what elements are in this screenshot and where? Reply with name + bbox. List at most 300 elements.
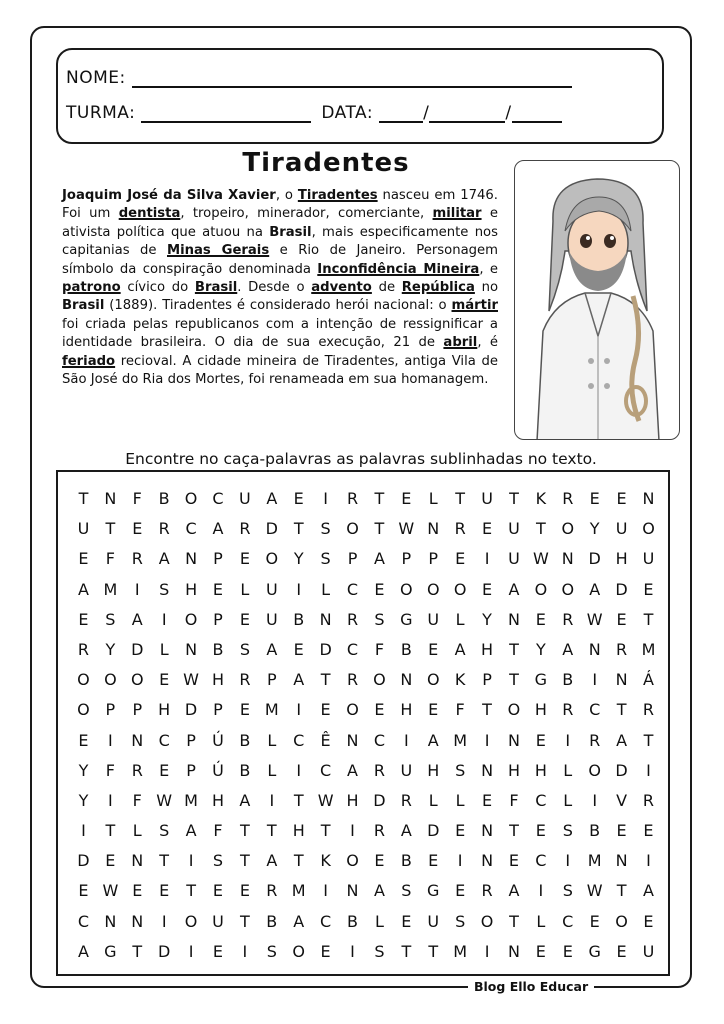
grid-cell[interactable]: T <box>616 700 627 720</box>
grid-cell[interactable]: T <box>535 519 546 539</box>
grid-cell[interactable]: I <box>134 579 140 599</box>
grid-cell[interactable]: B <box>589 821 601 841</box>
grid-cell[interactable]: R <box>239 519 251 539</box>
grid-cell[interactable]: N <box>346 881 359 901</box>
grid-cell[interactable]: U <box>615 519 628 539</box>
grid-cell[interactable]: K <box>454 670 466 690</box>
grid-cell[interactable]: A <box>643 881 654 901</box>
grid-cell[interactable]: E <box>508 851 519 871</box>
grid-cell[interactable]: E <box>374 579 385 599</box>
grid-cell[interactable]: B <box>266 911 278 931</box>
grid-cell[interactable]: I <box>350 941 355 961</box>
grid-cell[interactable]: E <box>589 911 600 931</box>
grid-cell[interactable]: T <box>509 639 519 659</box>
grid-cell[interactable]: L <box>455 790 465 810</box>
grid-cell[interactable]: W <box>586 881 603 901</box>
grid-cell[interactable]: R <box>346 609 359 629</box>
grid-cell[interactable]: R <box>346 670 359 690</box>
grid-cell[interactable]: N <box>588 639 601 659</box>
grid-cell[interactable]: E <box>401 911 412 931</box>
grid-cell[interactable]: T <box>105 519 116 539</box>
grid-cell[interactable]: C <box>562 911 574 931</box>
grid-cell[interactable]: O <box>104 670 117 690</box>
grid-cell[interactable]: P <box>132 700 143 720</box>
grid-cell[interactable]: O <box>184 609 198 629</box>
grid-cell[interactable]: R <box>589 730 601 750</box>
grid-cell[interactable]: T <box>293 790 304 810</box>
grid-cell[interactable]: U <box>212 911 224 931</box>
grid-cell[interactable]: R <box>562 700 574 720</box>
grid-cell[interactable]: T <box>293 519 304 539</box>
grid-cell[interactable]: I <box>565 851 571 871</box>
grid-cell[interactable]: Y <box>535 639 546 659</box>
grid-cell[interactable]: B <box>562 670 574 690</box>
grid-cell[interactable]: E <box>239 881 250 901</box>
grid-cell[interactable]: E <box>616 821 627 841</box>
grid-cell[interactable]: D <box>184 700 198 720</box>
grid-cell[interactable]: S <box>266 941 277 961</box>
grid-cell[interactable]: N <box>104 489 117 508</box>
grid-cell[interactable]: B <box>400 851 412 871</box>
grid-cell[interactable]: M <box>184 790 198 810</box>
grid-cell[interactable]: T <box>509 670 519 690</box>
grid-cell[interactable]: T <box>616 881 627 901</box>
grid-cell[interactable]: T <box>374 519 385 539</box>
grid-cell[interactable]: A <box>454 639 466 659</box>
grid-cell[interactable]: E <box>562 941 573 961</box>
grid-cell[interactable]: U <box>642 941 655 961</box>
grid-cell[interactable]: N <box>615 851 628 871</box>
grid-cell[interactable]: E <box>159 760 170 780</box>
grid-cell[interactable]: T <box>455 489 466 508</box>
grid-cell[interactable]: T <box>401 941 412 961</box>
grid-cell[interactable]: A <box>131 609 143 629</box>
grid-cell[interactable]: L <box>267 760 277 780</box>
grid-cell[interactable]: S <box>562 881 573 901</box>
grid-cell[interactable]: O <box>346 700 359 720</box>
grid-cell[interactable]: P <box>347 549 358 569</box>
grid-cell[interactable]: E <box>212 579 224 599</box>
grid-cell[interactable]: O <box>346 519 359 539</box>
grid-cell[interactable]: O <box>561 579 575 599</box>
grid-cell[interactable]: S <box>455 760 466 780</box>
grid-cell[interactable]: C <box>293 730 305 750</box>
grid-cell[interactable]: I <box>484 549 490 569</box>
grid-cell[interactable]: L <box>536 911 546 931</box>
grid-cell[interactable]: H <box>346 790 359 810</box>
grid-cell[interactable]: H <box>158 700 171 720</box>
grid-cell[interactable]: O <box>400 579 413 599</box>
grid-cell[interactable]: S <box>374 941 385 961</box>
grid-cell[interactable]: R <box>400 790 412 810</box>
grid-cell[interactable]: S <box>320 519 331 539</box>
grid-cell[interactable]: H <box>507 760 520 780</box>
grid-cell[interactable]: F <box>132 790 142 810</box>
grid-cell[interactable]: O <box>507 700 521 720</box>
grid-cell[interactable]: P <box>213 549 223 569</box>
grid-cell[interactable]: R <box>642 700 655 720</box>
grid-cell[interactable]: N <box>507 730 520 750</box>
grid-cell[interactable]: B <box>347 911 358 931</box>
grid-cell[interactable]: E <box>616 489 627 508</box>
grid-cell[interactable]: P <box>105 700 116 720</box>
grid-cell[interactable]: P <box>213 700 223 720</box>
grid-cell[interactable]: K <box>320 851 331 871</box>
grid-cell[interactable]: Y <box>78 790 89 810</box>
grid-cell[interactable]: G <box>104 941 117 961</box>
grid-cell[interactable]: T <box>320 670 331 690</box>
grid-cell[interactable]: P <box>482 670 492 690</box>
grid-cell[interactable]: L <box>428 489 438 508</box>
grid-cell[interactable]: E <box>293 489 304 508</box>
grid-cell[interactable]: C <box>320 760 332 780</box>
grid-cell[interactable]: E <box>535 609 546 629</box>
grid-cell[interactable]: H <box>534 760 547 780</box>
grid-cell[interactable]: N <box>507 609 520 629</box>
grid-cell[interactable]: S <box>159 821 170 841</box>
grid-cell[interactable]: H <box>211 790 224 810</box>
grid-cell[interactable]: D <box>77 851 90 871</box>
grid-cell[interactable]: N <box>131 911 144 931</box>
grid-cell[interactable]: Ú <box>212 760 224 780</box>
grid-cell[interactable]: L <box>132 821 142 841</box>
grid-cell[interactable]: T <box>105 821 116 841</box>
grid-cell[interactable]: M <box>264 700 279 720</box>
grid-cell[interactable]: I <box>350 821 355 841</box>
grid-cell[interactable]: O <box>426 670 440 690</box>
grid-cell[interactable]: H <box>400 700 413 720</box>
grid-cell[interactable]: N <box>185 549 198 569</box>
grid-cell[interactable]: F <box>132 489 142 508</box>
grid-cell[interactable]: E <box>212 941 224 961</box>
grid-cell[interactable]: D <box>615 579 628 599</box>
grid-cell[interactable]: T <box>266 821 277 841</box>
grid-cell[interactable]: R <box>616 639 628 659</box>
grid-cell[interactable]: E <box>535 941 546 961</box>
grid-cell[interactable]: E <box>78 609 89 629</box>
grid-cell[interactable]: O <box>292 941 305 961</box>
grid-cell[interactable]: U <box>508 549 520 569</box>
grid-cell[interactable]: I <box>457 851 463 871</box>
grid-cell[interactable]: E <box>616 941 627 961</box>
grid-cell[interactable]: L <box>563 790 573 810</box>
grid-cell[interactable]: R <box>642 790 655 810</box>
grid-cell[interactable]: A <box>239 790 251 810</box>
grid-cell[interactable]: T <box>428 941 439 961</box>
grid-cell[interactable]: E <box>535 821 546 841</box>
grid-cell[interactable]: Y <box>482 609 492 629</box>
name-field[interactable] <box>132 68 572 88</box>
grid-cell[interactable]: P <box>401 549 412 569</box>
grid-cell[interactable]: R <box>266 881 278 901</box>
grid-cell[interactable]: N <box>319 609 332 629</box>
grid-cell[interactable]: T <box>78 489 89 508</box>
grid-cell[interactable]: W <box>102 881 119 901</box>
grid-cell[interactable]: P <box>428 549 439 569</box>
grid-cell[interactable]: A <box>158 549 170 569</box>
grid-cell[interactable]: O <box>453 579 467 599</box>
grid-cell[interactable]: E <box>455 881 466 901</box>
grid-cell[interactable]: A <box>212 519 224 539</box>
grid-cell[interactable]: L <box>240 579 250 599</box>
grid-cell[interactable]: D <box>319 639 332 659</box>
grid-cell[interactable]: Ê <box>320 730 331 750</box>
grid-cell[interactable]: E <box>481 790 493 810</box>
grid-cell[interactable]: B <box>239 730 251 750</box>
grid-cell[interactable]: T <box>509 489 519 508</box>
grid-cell[interactable]: I <box>161 911 167 931</box>
grid-cell[interactable]: N <box>615 670 628 690</box>
grid-cell[interactable]: E <box>643 911 654 931</box>
grid-cell[interactable]: E <box>455 821 466 841</box>
date-day-field[interactable] <box>379 103 423 123</box>
grid-cell[interactable]: I <box>565 730 571 750</box>
grid-cell[interactable]: S <box>455 911 466 931</box>
grid-cell[interactable]: O <box>373 670 386 690</box>
grid-cell[interactable]: I <box>108 790 113 810</box>
grid-cell[interactable]: E <box>239 549 250 569</box>
grid-cell[interactable]: C <box>346 579 359 599</box>
grid-cell[interactable]: O <box>534 579 548 599</box>
grid-cell[interactable]: I <box>161 609 167 629</box>
grid-cell[interactable]: P <box>266 670 277 690</box>
grid-cell[interactable]: A <box>427 730 439 750</box>
grid-cell[interactable]: F <box>374 639 385 659</box>
grid-cell[interactable]: F <box>509 790 519 810</box>
grid-cell[interactable]: E <box>643 579 654 599</box>
grid-cell[interactable]: N <box>400 670 413 690</box>
grid-cell[interactable]: E <box>481 519 493 539</box>
grid-cell[interactable]: U <box>427 609 440 629</box>
grid-cell[interactable]: I <box>81 821 86 841</box>
grid-cell[interactable]: M <box>453 941 468 961</box>
grid-cell[interactable]: E <box>78 881 89 901</box>
grid-cell[interactable]: I <box>296 760 302 780</box>
grid-cell[interactable]: S <box>401 881 412 901</box>
grid-cell[interactable]: A <box>400 821 412 841</box>
grid-cell[interactable]: I <box>646 851 651 871</box>
grid-cell[interactable]: N <box>131 730 144 750</box>
grid-cell[interactable]: H <box>185 579 198 599</box>
grid-cell[interactable]: A <box>508 579 520 599</box>
grid-cell[interactable]: T <box>374 489 385 508</box>
grid-cell[interactable]: B <box>239 760 251 780</box>
grid-cell[interactable]: C <box>320 911 332 931</box>
grid-cell[interactable]: U <box>265 579 278 599</box>
grid-cell[interactable]: E <box>535 730 546 750</box>
grid-cell[interactable]: O <box>77 670 90 690</box>
grid-cell[interactable]: A <box>185 821 197 841</box>
grid-cell[interactable]: T <box>240 821 250 841</box>
grid-cell[interactable]: A <box>562 639 574 659</box>
grid-cell[interactable]: L <box>159 639 169 659</box>
grid-cell[interactable]: I <box>323 881 328 901</box>
grid-cell[interactable]: E <box>374 700 385 720</box>
grid-cell[interactable]: C <box>212 489 224 508</box>
grid-cell[interactable]: I <box>592 790 598 810</box>
grid-cell[interactable]: L <box>267 730 277 750</box>
date-year-field[interactable] <box>512 103 562 123</box>
grid-cell[interactable]: E <box>239 609 250 629</box>
grid-cell[interactable]: A <box>266 639 278 659</box>
grid-cell[interactable]: C <box>346 639 359 659</box>
grid-cell[interactable]: F <box>105 549 115 569</box>
grid-cell[interactable]: T <box>643 730 654 750</box>
grid-cell[interactable]: M <box>453 730 468 750</box>
grid-cell[interactable]: C <box>535 790 547 810</box>
grid-cell[interactable]: E <box>132 881 143 901</box>
grid-cell[interactable]: O <box>184 489 198 508</box>
grid-cell[interactable]: H <box>211 670 224 690</box>
grid-cell[interactable]: U <box>77 519 90 539</box>
grid-cell[interactable]: T <box>509 911 519 931</box>
class-field[interactable] <box>141 103 311 123</box>
grid-cell[interactable]: P <box>213 609 223 629</box>
grid-cell[interactable]: E <box>455 549 466 569</box>
grid-cell[interactable]: P <box>186 730 196 750</box>
grid-cell[interactable]: F <box>455 700 465 720</box>
grid-cell[interactable]: R <box>239 670 251 690</box>
grid-cell[interactable]: L <box>455 609 465 629</box>
grid-cell[interactable]: W <box>156 790 173 810</box>
grid-cell[interactable]: O <box>642 519 655 539</box>
grid-cell[interactable]: R <box>454 519 466 539</box>
grid-cell[interactable]: W <box>183 670 199 690</box>
grid-cell[interactable]: E <box>132 519 143 539</box>
grid-cell[interactable]: C <box>158 730 170 750</box>
grid-cell[interactable]: D <box>265 519 278 539</box>
grid-cell[interactable]: E <box>428 639 439 659</box>
grid-cell[interactable]: O <box>480 911 494 931</box>
grid-cell[interactable]: U <box>642 549 655 569</box>
grid-cell[interactable]: B <box>158 489 170 508</box>
grid-cell[interactable]: S <box>159 579 170 599</box>
grid-cell[interactable]: E <box>159 881 170 901</box>
grid-cell[interactable]: B <box>400 639 412 659</box>
grid-cell[interactable]: Á <box>643 670 654 690</box>
grid-cell[interactable]: I <box>188 941 194 961</box>
grid-cell[interactable]: G <box>534 670 548 690</box>
grid-cell[interactable]: R <box>77 639 90 659</box>
grid-cell[interactable]: R <box>562 609 574 629</box>
grid-cell[interactable]: L <box>374 911 384 931</box>
grid-cell[interactable]: H <box>534 700 547 720</box>
grid-cell[interactable]: L <box>428 790 438 810</box>
grid-cell[interactable]: U <box>265 609 278 629</box>
grid-cell[interactable]: I <box>242 941 248 961</box>
grid-cell[interactable]: F <box>213 821 223 841</box>
grid-cell[interactable]: A <box>589 579 601 599</box>
grid-cell[interactable]: D <box>588 549 601 569</box>
grid-cell[interactable]: Ú <box>212 730 224 750</box>
grid-cell[interactable]: O <box>130 670 144 690</box>
grid-cell[interactable]: W <box>586 609 603 629</box>
grid-cell[interactable]: R <box>131 549 143 569</box>
grid-cell[interactable]: E <box>320 700 331 720</box>
grid-cell[interactable]: T <box>132 941 143 961</box>
grid-cell[interactable]: E <box>105 851 116 871</box>
grid-cell[interactable]: S <box>320 549 331 569</box>
grid-cell[interactable]: E <box>481 579 493 599</box>
grid-cell[interactable]: E <box>374 851 385 871</box>
grid-cell[interactable]: O <box>615 911 628 931</box>
grid-cell[interactable]: I <box>403 730 409 750</box>
grid-cell[interactable]: Y <box>105 639 116 659</box>
grid-cell[interactable]: N <box>104 911 117 931</box>
grid-cell[interactable]: O <box>346 851 359 871</box>
grid-cell[interactable]: T <box>186 881 196 901</box>
grid-cell[interactable]: C <box>373 730 385 750</box>
grid-cell[interactable]: I <box>484 730 490 750</box>
grid-cell[interactable]: M <box>587 851 602 871</box>
grid-cell[interactable]: K <box>535 489 547 508</box>
grid-cell[interactable]: N <box>481 760 494 780</box>
grid-cell[interactable]: S <box>239 639 250 659</box>
grid-cell[interactable]: H <box>481 639 494 659</box>
grid-cell[interactable]: I <box>592 670 598 690</box>
grid-cell[interactable]: A <box>77 579 89 599</box>
grid-cell[interactable]: I <box>296 700 302 720</box>
grid-cell[interactable]: O <box>184 911 198 931</box>
grid-cell[interactable]: B <box>212 639 224 659</box>
grid-cell[interactable]: M <box>641 639 656 659</box>
grid-cell[interactable]: A <box>508 881 520 901</box>
grid-cell[interactable]: E <box>239 700 250 720</box>
grid-cell[interactable]: D <box>373 790 386 810</box>
grid-cell[interactable]: E <box>616 609 627 629</box>
grid-cell[interactable]: D <box>615 760 628 780</box>
grid-cell[interactable]: E <box>428 851 439 871</box>
grid-cell[interactable]: O <box>77 700 90 720</box>
grid-cell[interactable]: L <box>563 760 573 780</box>
grid-cell[interactable]: Y <box>293 549 304 569</box>
grid-cell[interactable]: I <box>538 881 544 901</box>
grid-cell[interactable]: H <box>615 549 628 569</box>
grid-cell[interactable]: T <box>159 851 170 871</box>
grid-cell[interactable]: S <box>212 851 224 871</box>
grid-cell[interactable]: E <box>401 489 412 508</box>
grid-cell[interactable]: U <box>508 519 520 539</box>
grid-cell[interactable]: E <box>78 730 89 750</box>
grid-cell[interactable]: R <box>373 821 385 841</box>
grid-cell[interactable]: A <box>373 549 385 569</box>
grid-cell[interactable]: R <box>158 519 170 539</box>
grid-cell[interactable]: E <box>159 670 170 690</box>
grid-cell[interactable]: A <box>77 941 89 961</box>
grid-cell[interactable]: H <box>292 821 305 841</box>
grid-cell[interactable]: U <box>239 489 251 508</box>
grid-cell[interactable]: R <box>373 760 385 780</box>
grid-cell[interactable]: N <box>481 851 494 871</box>
grid-cell[interactable]: T <box>320 821 331 841</box>
grid-cell[interactable]: G <box>400 609 413 629</box>
grid-cell[interactable]: N <box>481 821 494 841</box>
grid-cell[interactable]: C <box>77 911 90 931</box>
grid-cell[interactable]: M <box>103 579 118 599</box>
grid-cell[interactable]: Y <box>78 760 89 780</box>
grid-cell[interactable]: O <box>588 760 601 780</box>
grid-cell[interactable]: T <box>509 821 519 841</box>
grid-cell[interactable]: T <box>293 851 304 871</box>
grid-cell[interactable]: F <box>105 760 115 780</box>
grid-cell[interactable]: N <box>642 489 655 508</box>
grid-cell[interactable]: W <box>317 790 334 810</box>
grid-cell[interactable]: B <box>293 609 305 629</box>
grid-cell[interactable]: S <box>105 609 116 629</box>
grid-cell[interactable]: A <box>373 881 385 901</box>
grid-cell[interactable]: I <box>484 941 490 961</box>
grid-cell[interactable]: A <box>266 851 278 871</box>
